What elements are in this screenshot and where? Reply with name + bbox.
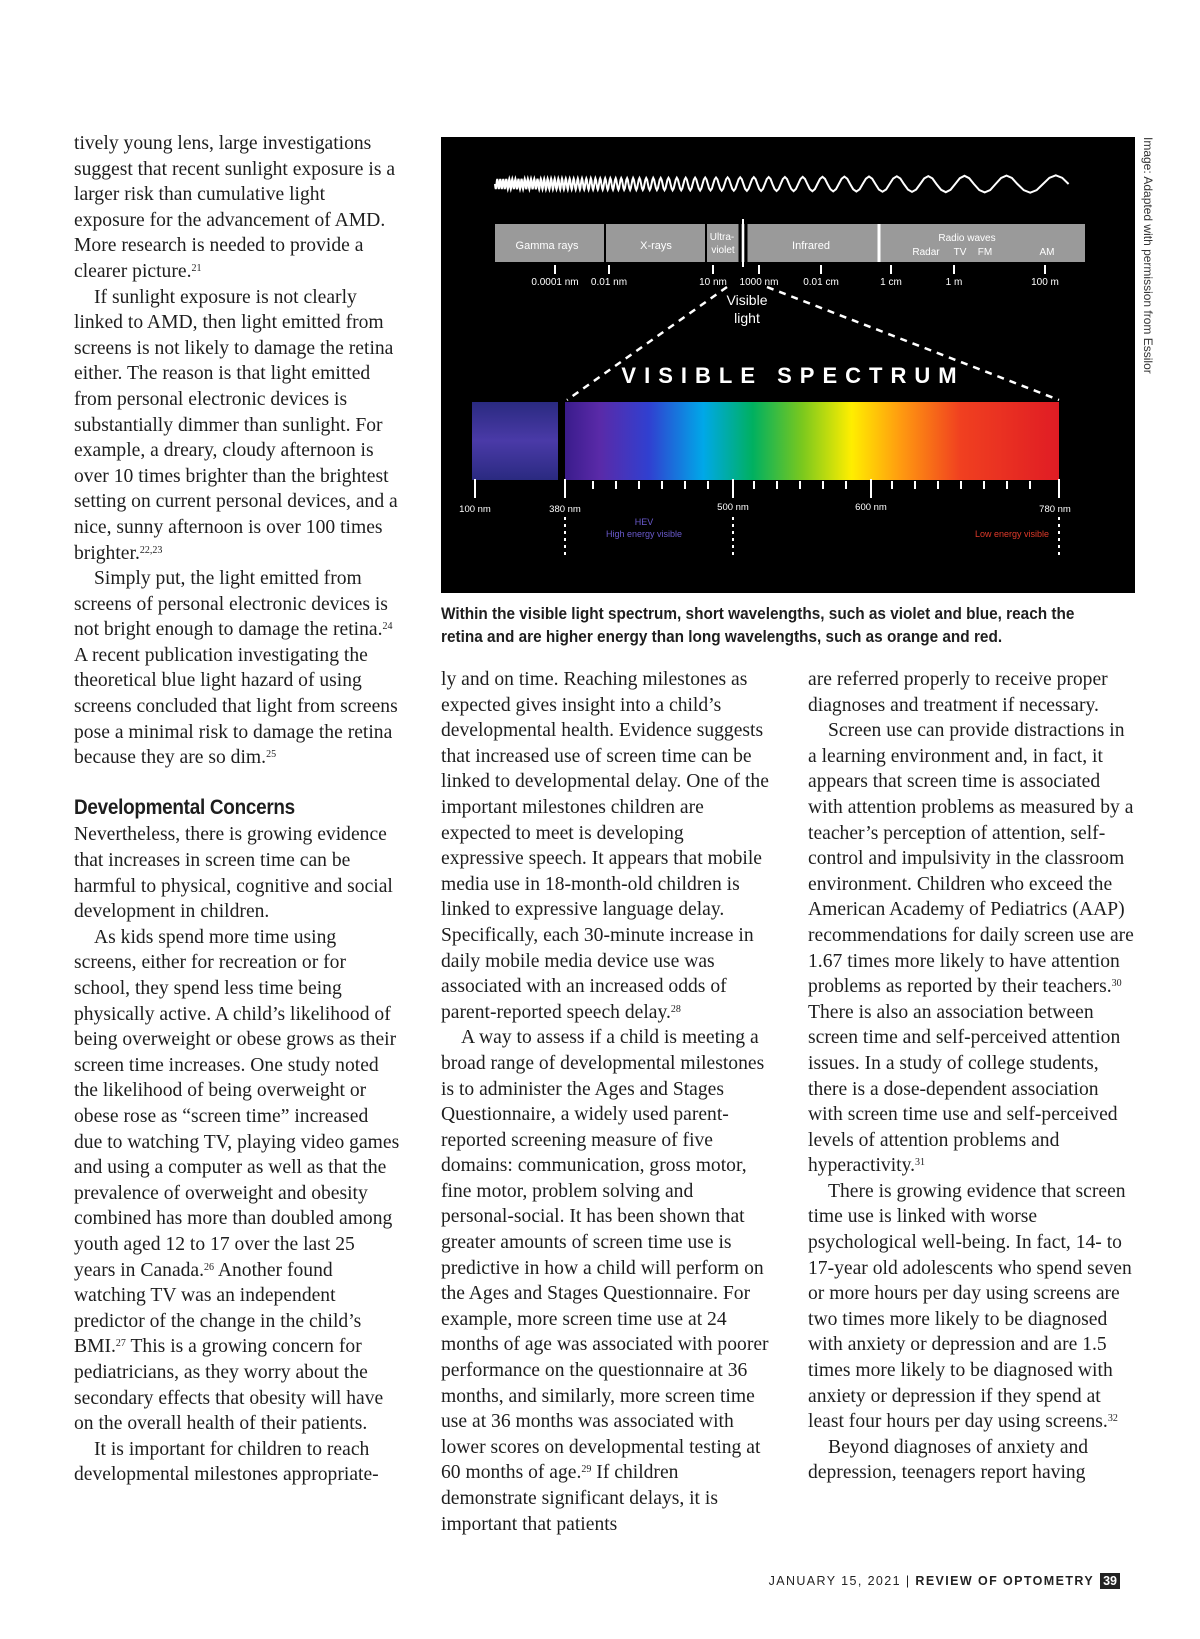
publication-name: REVIEW OF OPTOMETRY	[915, 1574, 1095, 1588]
band-label: violet	[711, 245, 735, 256]
footnote-ref: 32	[1107, 1413, 1118, 1425]
band-label: Ultra-	[709, 232, 735, 243]
figure-caption: Within the visible light spectrum, short wavelengths, such as violet and blue, reach the retina and are higher energy than long wavelengths, such as orange and red.	[441, 605, 1075, 646]
scale-label: 1 m	[945, 277, 963, 288]
footnote-ref: 24	[382, 621, 393, 633]
issue-date: JANUARY 15, 2021	[768, 1574, 901, 1588]
scale-label: 100 m	[1031, 277, 1059, 288]
scale-label: 1 cm	[880, 277, 902, 288]
paragraph: are referred properly to receive proper diagnoses and treatment if necessary.	[808, 669, 1108, 716]
section-heading: Developmental Concerns	[74, 795, 295, 819]
footnote-ref: 22,23	[139, 544, 163, 556]
footnote-ref: 31	[915, 1157, 925, 1169]
image-credit: Image: Adapted with permission from Essilor	[1141, 137, 1155, 374]
nm-label: 100 nm	[459, 504, 491, 515]
band-label: TV	[953, 247, 967, 258]
scale-label: 0.01 nm	[590, 277, 628, 288]
footnote-ref: 25	[266, 749, 277, 761]
footnote-ref: 29	[581, 1464, 592, 1476]
uv-block	[472, 402, 558, 480]
footnote-ref: 26	[204, 1261, 215, 1273]
spectrum-figure	[441, 137, 1135, 593]
paragraph: A way to assess if a child is meeting a broad range of developmental milestones is to administer the Ages and Stages Questionnaire, a widely used parent-reported screening measure of five domains: communication, gross motor, fine motor, problem solving and personal-social. It has been shown that greater amounts of screen time use is predictive in how a child will perform on the Ages and Stages Questionnaire. For example, more screen time use at 24 months of age was associated with poorer performance on the questionnaire at 36 months, and similarly, more screen time use at 36 months was associated with lower scores on developmental testing at 60 months of age.$^{29}$ If children demonstrate significant delays, it is important that patients	[441, 1027, 769, 1535]
paragraph: tively young lens, large investigations suggest that recent sunlight exposure is a larger risk than cumulative light exposure for the advancement of AMD. More research is needed to provide a clearer picture.$^{21}$	[74, 133, 396, 282]
page-footer	[769, 1573, 1120, 1589]
scale-label: 10 nm	[699, 277, 727, 288]
paragraph: Nevertheless, there is growing evidence that increases in screen time can be harmful to physical, cognitive and social development in children.	[74, 824, 393, 923]
footnote-ref: 21	[191, 262, 202, 274]
footnote-ref: 27	[115, 1338, 126, 1350]
page-number: 39	[1100, 1573, 1120, 1589]
column-3	[808, 667, 1138, 1486]
em-band-bar	[495, 224, 1085, 262]
visible-light-label: Visible	[726, 292, 768, 308]
nm-label: 500 nm	[717, 502, 749, 513]
paragraph: Simply put, the light emitted from screens of personal electronic devices is not bright enough to damage the retina.$^{24}$ A recent publication investigating the theoretical blue light hazard of using screens concluded that light from screens pose a minimal risk to damage the retina because they are so dim.$^{25}$	[74, 568, 398, 769]
band-label: FM	[977, 247, 993, 258]
hev-label: High energy visible	[605, 529, 683, 539]
band-label: Radio waves	[938, 233, 996, 244]
band-label: Gamma rays	[515, 240, 579, 252]
visible-light-label: light	[734, 310, 760, 326]
scale-label: 0.01 cm	[803, 277, 839, 288]
nm-label: 780 nm	[1039, 504, 1071, 515]
paragraph: There is growing evidence that screen time use is linked with worse psychological well-being. In fact, 14- to 17-year old adolescents who spend seven or more hours per day using screens are two times more likely to be diagnosed with anxiety or depression and are 1.5 times more likely to be diagnosed with anxiety or depression if they spend at least four hours per day using screens.$^{32}$	[808, 1180, 1132, 1433]
spectrum-title: VISIBLE SPECTRUM	[621, 363, 965, 388]
nm-label: 380 nm	[549, 504, 581, 515]
footnote-ref: 30	[1111, 978, 1122, 990]
low-energy-label: Low energy visible	[974, 529, 1050, 539]
footnote-ref: 28	[670, 1003, 681, 1015]
scale-label: 0.0001 nm	[531, 277, 579, 288]
paragraph: It is important for children to reach developmental milestones appropriate-	[74, 1438, 379, 1486]
paragraph: Beyond diagnoses of anxiety and depression, teenagers report having	[808, 1436, 1089, 1484]
hev-label: HEV	[634, 517, 654, 527]
band-label: Radar	[912, 247, 940, 258]
paragraph: ly and on time. Reaching milestones as expected gives insight into a child’s developmental health. Evidence suggests that increased use of screen time can be linked to developmental delay. One of the important milestones children are expected to meet is developing expressive speech. It appears that mobile media use in 18-month-old children is linked to expressive language delay. Specifically, each 30-minute increase in daily mobile media device use was associated with an increased odds of parent-reported speech delay.$^{28}$	[441, 669, 769, 1023]
visible-spectrum-bar	[565, 402, 1059, 480]
column-2	[441, 667, 771, 1537]
band-label: AM	[1039, 247, 1055, 258]
band-label: Infrared	[792, 240, 830, 252]
scale-label: 1000 nm	[739, 277, 779, 288]
wave-line	[495, 175, 1069, 192]
footer-separator: |	[900, 1574, 916, 1588]
column-1	[74, 131, 400, 1488]
paragraph: Screen use can provide distractions in a learning environment and, in fact, it appears that screen time is associated with attention problems as measured by a teacher’s perception of attention, self-control and impulsivity in the classroom environment. Children who exceed the American Academy of Pediatrics (AAP) recommendations for daily screen use are 1.67 times more likely to have attention problems as reported by their teachers.$^{30}$ There is also an association between screen time and self-perceived attention issues. In a study of college students, there is a dose-dependent association with screen time use and self-perceived levels of attention problems and hyperactivity.$^{31}$	[808, 720, 1134, 1177]
paragraph: If sunlight exposure is not clearly linked to AMD, then light emitted from screens is not likely to damage the retina either. The reason is that light emitted from personal electronic devices is substantially dimmer than sunlight. For example, a dreary, cloudy afternoon is over 10 times brighter than the brightest setting on current personal devices, and a nice, sunny afternoon is over 100 times brighter.$^{22,23}$	[74, 286, 398, 564]
paragraph: As kids spend more time using screens, either for recreation or for school, they spend less time being physically active. A child’s likelihood of being overweight or obese grows as their screen time increases. One study noted the likelihood of being overweight or obese rose as “screen time” increased due to watching TV, playing video games and using a computer as well as that the prevalence of overweight and obesity combined has more than doubled among youth aged 12 to 17 over the last 25 years in Canada.$^{26}$ Another found watching TV was an independent predictor of the change in the child’s BMI.$^{27}$ This is a growing concern for pediatricians, as they worry about the secondary effects that obesity will have on the overall health of their patients.	[74, 926, 400, 1435]
spectrum-diagram	[441, 137, 1135, 593]
band-label: X-rays	[640, 240, 672, 252]
nm-label: 600 nm	[855, 502, 887, 513]
